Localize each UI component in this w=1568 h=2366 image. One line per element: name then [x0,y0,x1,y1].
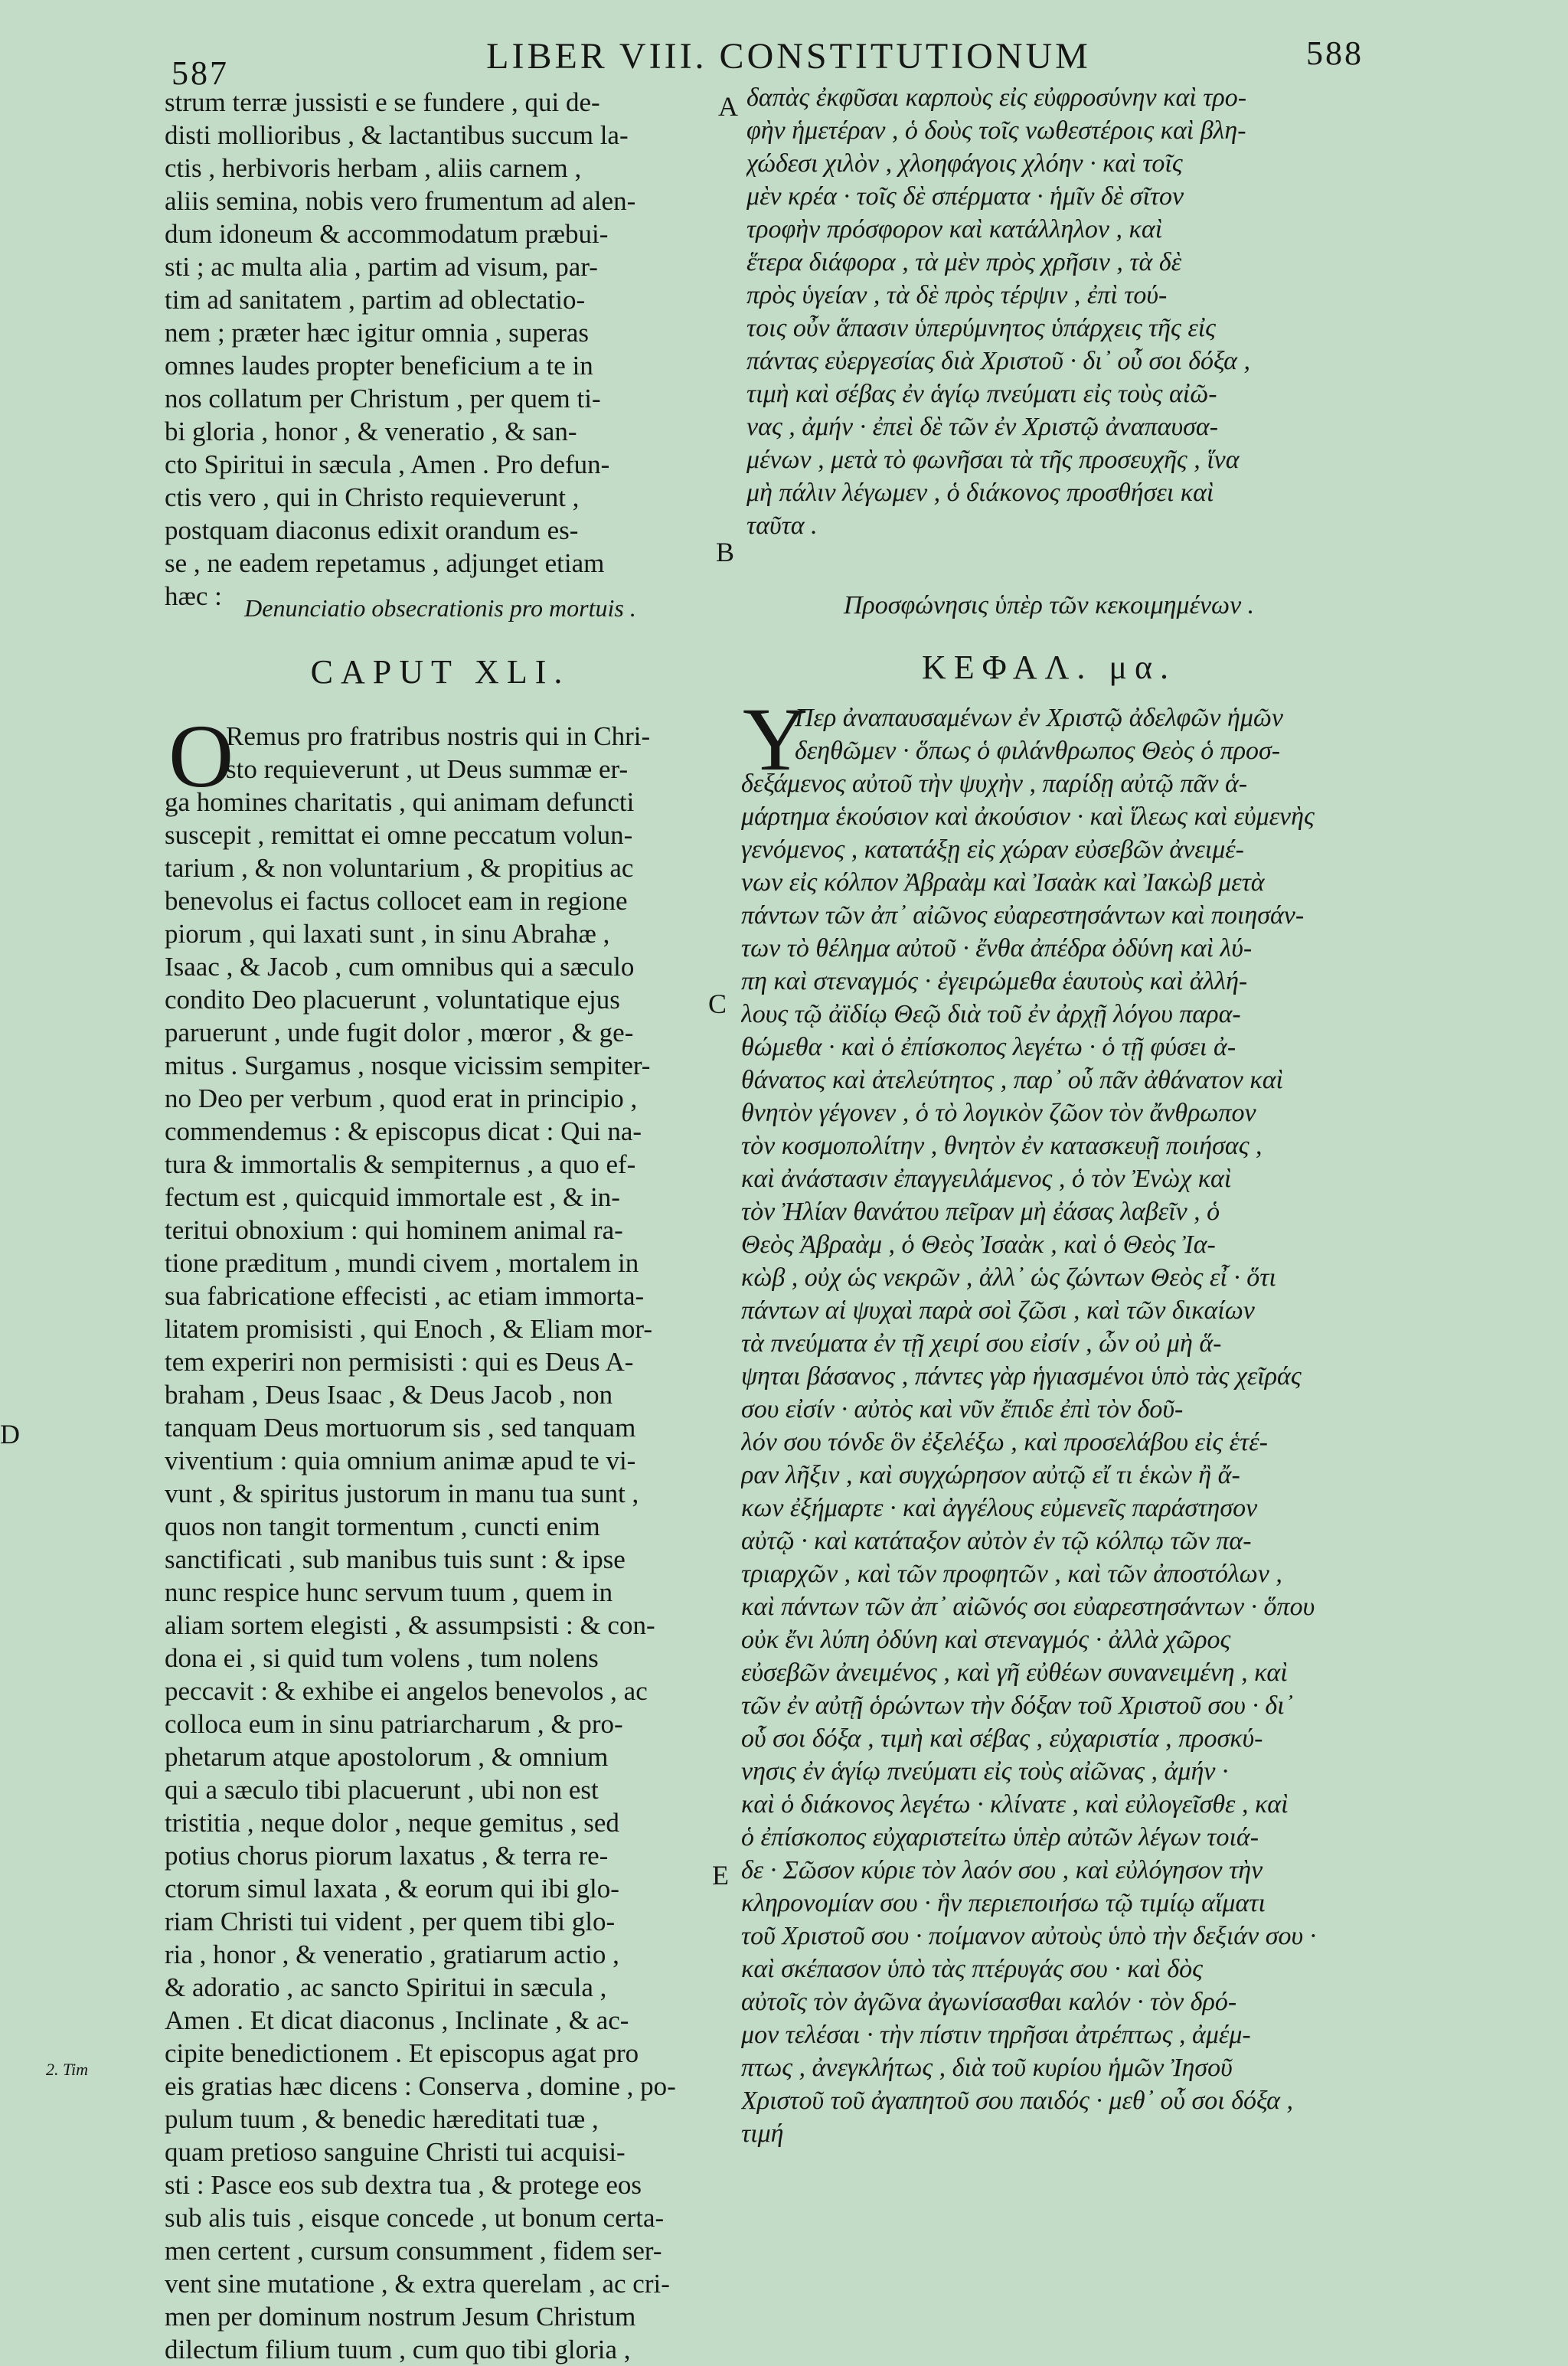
latin-line: hæc : [165,581,222,611]
page-number-right: 588 [1306,34,1364,72]
latin-line: cto Spiritui in sæcula , Amen . Pro defun- [165,449,610,479]
greek-line: Θεὸς Ἀβραὰμ , ὁ Θεὸς Ἰσαὰκ , καὶ ὁ Θεὸς Ἰα- [741,1230,1216,1259]
latin-line: ctis vero , qui in Christo requieverunt , [165,482,580,512]
latin-line: riam Christi tui vident , per quem tibi glo- [165,1907,616,1936]
latin-line: aliam sortem elegisti , & assumpsisti : & con- [165,1610,655,1640]
latin-line: fectum est , quicquid immortale est , & in- [165,1182,620,1212]
latin-line: commendemus : & episcopus dicat : Qui na- [165,1116,642,1146]
latin-line: tem experiri non permisisti : qui es Deus A- [165,1347,634,1377]
greek-line: πάντων τῶν ἀπ᾽ αἰῶνος εὐαρεστησάντων καὶ ποιησάν- [741,901,1305,930]
latin-line: sti : Pasce eos sub dextra tua , & protege eos [165,2170,642,2200]
greek-chapter-heading: ΚΕΦΑΛ. μα. [921,649,1177,686]
latin-line: nunc respice hunc servum tuum , quem in [165,1577,613,1607]
latin-line: quam pretioso sanguine Christi tui acquisi- [165,2137,626,2167]
latin-line: ctis , herbivoris herbam , aliis carnem , [165,153,582,183]
latin-line: colloca eum in sinu patriarcharum , & pro- [165,1709,623,1739]
latin-line: disti mollioribus , & lactantibus succum la- [165,120,629,150]
latin-line: sub alis tuis , eisque concede , ut bonum certa- [165,2203,665,2233]
latin-line: tione præditum , mundi civem , mortalem in [165,1248,639,1278]
greek-line: τῶν ἐν αὐτῇ ὁρώντων τὴν δόξαν τοῦ Χριστοῦ σου · δι᾽ [741,1691,1293,1720]
latin-line: aliis semina, nobis vero frumentum ad alen- [165,186,636,216]
latin-line: tura & immortalis & sempiternus , a quo ef- [165,1149,636,1179]
greek-line: ραν λῆξιν , καὶ συγχώρησον αὐτῷ εἴ τι ἑκὼν ἢ ἄ- [741,1461,1240,1489]
latin-line: nem ; præter hæc igitur omnia , superas [165,318,590,348]
latin-line: viventium : quia omnium animæ apud te vi- [165,1446,636,1475]
latin-line: sto requieverunt , ut Deus summæ er- [226,754,629,784]
latin-text-top [165,86,716,613]
latin-line: braham , Deus Isaac , & Deus Jacob , non [165,1380,613,1410]
greek-line: των τὸ θέλημα αὐτοῦ · ἔνθα ἀπέδρα ὀδύνη καὶ λύ- [741,934,1253,962]
latin-line: mitus . Surgamus , nosque vicissim sempiter- [165,1051,651,1080]
latin-line: tarium , & non voluntarium , & propitius ac [165,853,634,883]
latin-text-body [165,706,716,2366]
latin-line: piorum , qui laxati sunt , in sinu Abrahæ , [165,919,610,949]
margin-note-tim: 2. Tim [46,2060,89,2079]
latin-line: Remus pro fratribus nostris qui in Chri- [226,721,651,751]
greek-line: γενόμενος , κατατάξῃ εἰς χώραν εὐσεβῶν ἀνειμέ- [741,835,1244,864]
greek-line: πάντων αἱ ψυχαὶ παρὰ σοὶ ζῶσι , καὶ τῶν δικαίων [741,1296,1255,1325]
greek-line: νων εἰς κόλπον Ἀβραὰμ καὶ Ἰσαὰκ καὶ Ἰακὼβ μετὰ [741,868,1265,897]
greek-line: πη καὶ στεναγμός · ἐγειρώμεθα ἑαυτοὺς καὶ ἀλλή- [741,967,1248,995]
latin-line: peccavit : & exhibe ei angelos benevolos , ac [165,1676,648,1706]
latin-line: qui a sæculo tibi placuerunt , ubi non est [165,1775,599,1805]
latin-line: no Deo per verbum , quod erat in principio , [165,1083,638,1113]
greek-line: ὁ ἐπίσκοπος εὐχαριστείτω ὑπὲρ αὐτῶν λέγων τοιά- [741,1823,1259,1851]
greek-line: κων ἐξήμαρτε · καὶ ἀγγέλους εὐμενεῖς παράστησον [741,1494,1258,1522]
latin-line: teritui obnoxium : qui hominem animal ra- [165,1215,623,1245]
greek-line: κληρονομίαν σου · ἣν περιεποιήσω τῷ τιμίῳ αἵματι [741,1889,1266,1917]
latin-chapter-heading: CAPUT XLI. [310,653,570,691]
greek-line: μένων , μετὰ τὸ φωνῆσαι τὰ τῆς προσευχῆς , ἵνα [746,446,1240,474]
greek-line: μον τελέσαι · τὴν πίστιν τηρῆσαι ἀτρέπτως , ἀμέμ- [741,2021,1251,2049]
latin-line: quos non tangit tormentum , cuncti enim [165,1511,600,1541]
latin-line: strum terræ jussisti e se fundere , qui de- [165,87,600,117]
greek-line: Περ ἀναπαυσαμένων ἐν Χριστῷ ἀδελφῶν ἡμῶν [795,704,1283,732]
greek-line: θνητὸν γέγονεν , ὁ τὸ λογικὸν ζῶον τὸν ἄνθρωπον [741,1099,1256,1127]
latin-line: dilectum filium tuum , cum quo tibi gloria , [165,2335,631,2364]
latin-line: vent sine mutatione , & extra querelam , ac cri- [165,2269,670,2299]
greek-line: καὶ ἀνάστασιν ἐπαγγειλάμενος , ὁ τὸν Ἐνὼχ καὶ [741,1165,1232,1193]
latin-line: sua fabricatione effecisti , ac etiam immorta- [165,1281,645,1311]
latin-line: paruerunt , unde fugit dolor , mœror , & ge- [165,1018,634,1047]
greek-line: φὴν ἡμετέραν , ὁ δοὺς τοῖς νωθεστέροις καὶ βλη- [746,116,1246,145]
latin-line: benevolus ei factus collocet eam in regione [165,886,628,916]
latin-line: omnes laudes propter beneficium a te in [165,351,593,381]
latin-line: vunt , & spiritus justorum in manu tua sunt , [165,1479,639,1508]
latin-line: & adoratio , ac sancto Spiritui in sæcula , [165,1972,607,2002]
latin-line: men per dominum nostrum Jesum Christum [165,2302,636,2332]
greek-line: αὐτοῖς τὸν ἀγῶνα ἀγωνίσασθαι καλόν · τὸν δρό- [741,1988,1237,2016]
latin-line: se , ne eadem repetamus , adjunget etiam [165,548,605,578]
latin-line: sanctificati , sub manibus tuis sunt : & ipse [165,1544,626,1574]
greek-line: λους τῷ ἀϊδίῳ Θεῷ διὰ τοῦ ἐν ἀρχῇ λόγου παρα- [741,1000,1241,1028]
latin-line: dum idoneum & accommodatum præbui- [165,219,609,249]
margin-letter-e: E [712,1860,729,1891]
greek-line: καὶ σκέπασον ὑπὸ τὰς πτέρυγάς σου · καὶ δὸς [741,1955,1203,1983]
greek-line: δε · Σῶσον κύριε τὸν λαόν σου , καὶ εὐλόγησον τὴν [741,1856,1263,1884]
greek-line: σου εἰσίν · αὐτὸς καὶ νῦν ἔπιδε ἐπὶ τὸν δοῦ- [741,1395,1184,1423]
latin-drop-initial: O [168,706,234,806]
greek-line: δαπὰς ἐκφῦσαι καρποὺς εἰς εὐφροσύνην καὶ τρο- [746,83,1247,112]
margin-letter-c: C [708,989,727,1019]
greek-rubric: Προσφώνησις ὑπὲρ τῶν κεκοιμημένων . [843,591,1255,619]
latin-line: bi gloria , honor , & veneratio , & san- [165,417,577,446]
greek-line: νησις ἐν ἁγίῳ πνεύματι εἰς τοὺς αἰῶνας , ἀμήν · [741,1757,1229,1786]
greek-drop-initial: Υ [743,689,808,789]
latin-line: Isaac , & Jacob , cum omnibus qui a sæculo [165,952,635,982]
latin-line: litatem promisisti , qui Enoch , & Eliam mor- [165,1314,652,1344]
latin-line: ga homines charitatis , qui animam defuncti [165,787,635,817]
running-head: LIBER VIII. CONSTITUTIONUM [486,36,1091,77]
latin-line: eis gratias hæc dicens : Conserva , domine , po- [165,2071,676,2101]
latin-line: ria , honor , & veneratio , gratiarum actio , [165,1940,619,1969]
greek-line: τιμή [741,2119,784,2148]
greek-text-body [741,689,1354,2150]
greek-line: δεηθῶμεν · ὅπως ὁ φιλάνθρωπος Θεὸς ὁ προσ- [795,737,1281,765]
greek-line: θάνατος καὶ ἀτελεύτητος , παρ᾽ οὗ πᾶν ἀθάνατον καὶ [741,1066,1284,1094]
greek-line: χώδεσι χιλὸν , χλοηφάγοις χλόην · καὶ τοῖς [746,149,1183,178]
greek-line: καὶ ὁ διάκονος λεγέτω · κλίνατε , καὶ εὐλογεῖσθε , καὶ [741,1790,1289,1819]
latin-line: suscepit , remittat ei omne peccatum volun- [165,820,633,850]
greek-line: Χριστοῦ τοῦ ἀγαπητοῦ σου παιδός · μεθ᾽ οὗ σοι δόξα , [741,2087,1294,2115]
greek-line: μὲν κρέα · τοῖς δὲ σπέρματα · ἡμῖν δὲ σῖτον [746,182,1184,211]
latin-line: Amen . Et dicat diaconus , Inclinate , & ac- [165,2005,629,2035]
greek-line: εὐσεβῶν ἀνειμένος , καὶ γῆ εὐθέων συνανειμένη , καὶ [741,1658,1288,1687]
greek-line: καὶ πάντων τῶν ἀπ᾽ αἰῶνός σοι εὐαρεστησάντων · ὅπου [741,1593,1315,1621]
greek-line: ἕτερα διάφορα , τὰ μὲν πρὸς χρῆσιν , τὰ δὲ [746,248,1182,276]
latin-line: potius chorus piorum laxatus , & terra re- [165,1841,609,1871]
latin-line: pulum tuum , & benedic hæreditati tuæ , [165,2104,599,2134]
latin-line: phetarum atque apostolorum , & omnium [165,1742,609,1772]
latin-line: condito Deo placuerunt , voluntatique ejus [165,985,620,1015]
margin-letter-d: D [0,1419,20,1449]
greek-line: ταῦτα . [746,511,818,540]
greek-line: τριαρχῶν , καὶ τῶν προφητῶν , καὶ τῶν ἀποστόλων , [741,1560,1282,1588]
greek-line: αὐτῷ · καὶ κατάταξον αὐτὸν ἐν τῷ κόλπῳ τῶν πα- [741,1527,1252,1555]
greek-line: πάντας εὐεργεσίας διὰ Χριστοῦ · δι᾽ οὗ σοι δόξα , [746,347,1251,375]
latin-rubric: Denunciatio obsecrationis pro mortuis . [244,594,636,622]
latin-line: sti ; ac multa alia , partim ad visum, par- [165,252,598,282]
greek-line: κὼβ , οὐχ ὡς νεκρῶν , ἀλλ᾽ ὡς ζώντων Θεὸς εἶ · ὅτι [741,1263,1276,1292]
greek-line: τιμὴ καὶ σέβας ἐν ἁγίῳ πνεύματι εἰς τοὺς αἰῶ- [746,380,1217,408]
greek-line: ψηται βάσανος , πάντες γὰρ ἡγιασμένοι ὑπὸ τὰς χεῖράς [741,1362,1302,1391]
latin-line: dona ei , si quid tum volens , tum nolens [165,1643,599,1673]
latin-line: men certent , cursum consumment , fidem ser- [165,2236,662,2266]
greek-line: πρὸς ὑγείαν , τὰ δὲ πρὸς τέρψιν , ἐπὶ τού- [746,281,1168,309]
greek-line: τοῦ Χριστοῦ σου · ποίμανον αὐτοὺς ὑπὸ τὴν δεξιάν σου · [741,1922,1317,1950]
latin-line: tanquam Deus mortuorum sis , sed tanquam [165,1413,636,1443]
latin-line: ctorum simul laxata , & eorum qui ibi glo- [165,1874,619,1904]
latin-line: postquam diaconus edixit orandum es- [165,515,579,545]
greek-line: λόν σου τόνδε ὃν ἐξελέξω , καὶ προσελάβου εἰς ἑτέ- [741,1428,1268,1456]
greek-line: τροφὴν πρόσφορον καὶ κατάλληλον , καὶ [746,215,1163,243]
greek-line: θώμεθα · καὶ ὁ ἐπίσκοπος λεγέτω · ὁ τῇ φύσει ἀ- [741,1033,1236,1061]
greek-line: πτως , ἀνεγκλήτως , διὰ τοῦ κυρίου ἡμῶν Ἰησοῦ [741,2054,1233,2082]
latin-line: tristitia , neque dolor , neque gemitus , sed [165,1808,619,1838]
latin-line: tim ad sanitatem , partim ad oblectatio- [165,285,586,315]
greek-line: μὴ πάλιν λέγωμεν , ὁ διάκονος προσθήσει καὶ [746,479,1214,507]
page-number-left: 587 [172,54,229,92]
greek-line: τοις οὖν ἅπασιν ὑπερύμνητος ὑπάρχεις τῆς εἰς [746,314,1216,342]
greek-line: τὸν κοσμοπολίτην , θνητὸν ἐν κατασκευῇ ποιήσας , [741,1132,1263,1160]
greek-line: δεξάμενος αὐτοῦ τὴν ψυχὴν , παρίδῃ αὐτῷ πᾶν ἁ- [741,770,1248,798]
greek-line: νας , ἀμήν · ἐπεὶ δὲ τῶν ἐν Χριστῷ ἀναπαυσα- [746,413,1219,441]
margin-letter-a: A [718,91,738,122]
greek-line: οὐκ ἔνι λύπη ὀδύνη καὶ στεναγμός · ἀλλὰ χῶρος [741,1626,1231,1654]
greek-line: μάρτημα ἑκούσιον καὶ ἀκούσιον · καὶ ἵλεως καὶ εὐμενὴς [741,802,1315,831]
margin-letter-b: B [716,537,735,567]
greek-line: οὗ σοι δόξα , τιμὴ καὶ σέβας , εὐχαριστία , προσκύ- [741,1724,1263,1753]
greek-text-top [746,81,1351,542]
latin-line: nos collatum per Christum , per quem ti- [165,384,601,413]
greek-line: τὸν Ἠλίαν θανάτου πεῖραν μὴ ἐάσας λαβεῖν , ὁ [741,1198,1220,1226]
greek-line: τὰ πνεύματα ἐν τῇ χειρί σου εἰσίν , ὧν οὐ μὴ ἅ- [741,1329,1222,1358]
latin-line: cipite benedictionem . Et episcopus agat pro [165,2038,639,2068]
